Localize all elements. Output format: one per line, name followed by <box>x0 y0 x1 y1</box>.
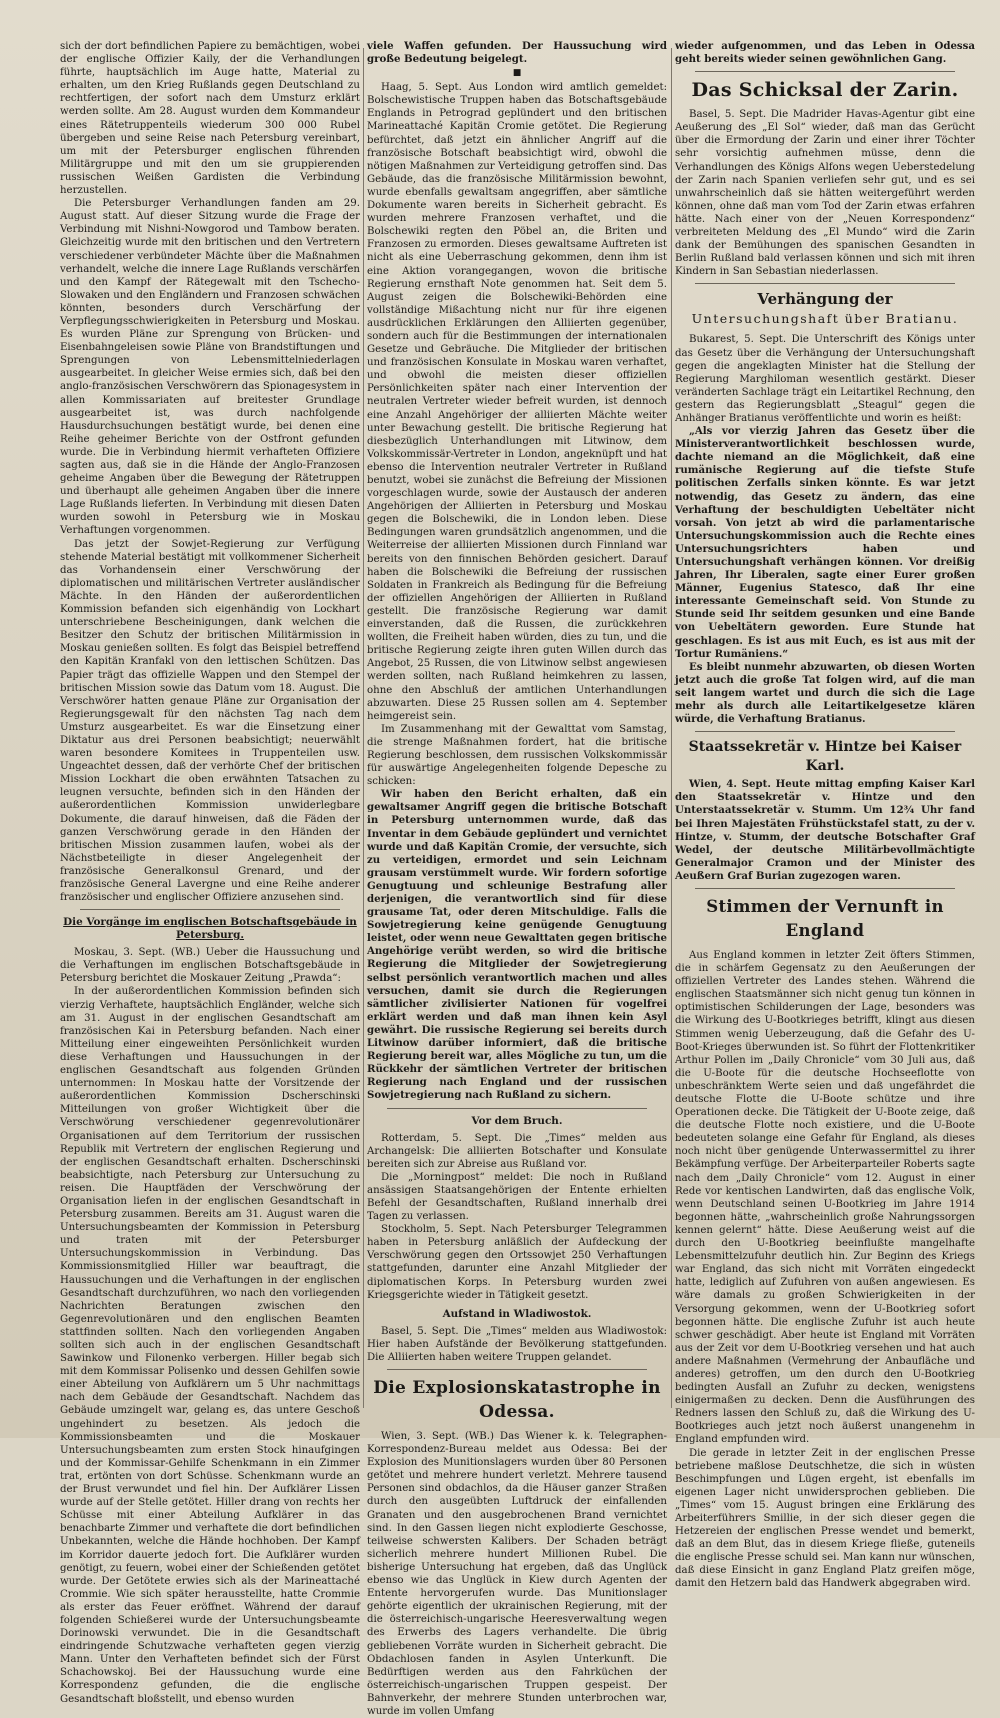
article-title: Die Explosionskatastrophe in Odessa. <box>373 1378 661 1422</box>
article-title: Das Schicksal der Zarin. <box>691 79 959 102</box>
paragraph: In der außerordentlichen Kommission befinden sich vierzig Verhaftete, hauptsächlich Engländer, welche sich am 31. August in der englischen Gesandtschaft am französischen Kai in Petersburg befanden. Nach einer Mitteilung einer eingeweihten Persönlichkeit wurden diese Verhaftungen und Haussuchungen in der englischen Gesandtschaft aus folgenden Gründen unternommen: In Moskau hatte der Vorsitzende der außerordentlichen Kommission Dscherschinski Mitteilungen von großer Wichtigkeit über die Verschwörung verschiedener gegenrevolutionärer Organisationen auf dem Territorium der russischen Republik mit Vertretern der englischen Regierung und der englischen Gesandtschaft erhalten. Dscherschinski beabsichtigte, nach Petersburg zur Untersuchung zu reisen. Die Hauptfäden der Verschwörung der Organisation liefen in der englischen Gesandtschaft in Petersburg zusammen. Bereits am 31. August waren die Untersuchungsbeamten der Kommission in Petersburg und traten mit der Petersburger Untersuchungskommission in Verbindung. Das Kommissionsmitglied Hiller war beauftragt, die Haussuchungen und die Verhaftungen in der englischen Gesandtschaft durchzuführen, wo nach den vorliegenden Nachrichten Beratungen zwischen den Gegenrevolutionären und den englischen Beamten stattfinden sollten. Nach den vorliegenden Angaben sollten sich auch in der englischen Gesandtschaft Sawinkow und Filonenko verbergen. Hiller begab sich mit dem Kommissar Polisenko und dessen Gehilfen sowie einer Abteilung von Aufklärern um 5 Uhr nachmittags nach dem Gebäude der Gesandtschaft. Nachdem das Gebäude umzingelt war, gelang es, das untere Geschoß ungehindert zu besetzen. Als jedoch die Kommissionsbeamten und die Moskauer Untersuchungsbeamten zum ersten Stock hinaufgingen und der Kommissar-Gehilfe Schenkmann in ein Zimmer trat, ertönten von dort Schüsse. Schenkmann wurde an der Brust verwundet und fiel hin. Der Aufklärer Lissen wurde auf der Stelle getötet. Hiller drang von rechts her Schüsse mit einer Abteilung Aufklärer in das benachbarte Zimmer und verhaftete die dort befindlichen Unbekannten, welche die Hände hochhoben. Der Kampf im Korridor dauerte jedoch fort. Die Aufklärer wurden genötigt, zu feuern, wobei einer der Schießenden getötet wurde. Der Getötete erwies sich als der Marineattaché Crommie. Wie sich später herausstellte, hatte Crommie als erster das Feuer eröffnet. Während der darauf folgenden Schießerei wurde der Untersuchungsbeamte Dorinowski verwundet. Die in die Gesandtschaft eindringende Schutzwache verhafteten gegen vierzig Mann. Unter den Verhafteten befindet sich der Fürst Schachowskoj. Bei der Haussuchung wurde eine Korrespondenz gefunden, die die englische Gesandtschaft bloßstellt, und ebenso wurden <box>60 986 360 1705</box>
paragraph: Aus England kommen in letzter Zeit öfters Stimmen, die in schärfem Gegensatz zu den Aeußerungen der offiziellen Vertreter des Landes stehen. Während die englischen Staatsmänner sich nicht genug tun können in optimistischen Schilderungen der Lage, besonders was die Wirkung des U-Bootkrieges betrifft, klingt aus diesen Stimmen wenig Ueberzeugung, daß die Gefahr des U-Boot-Krieges überwunden ist. So führt der Flottenkritiker Arthur Pollen im „Daily Chronicle“ vom 30 Juli aus, daß die U-Boote für die deutsche Hochseeflotte von unbeschränktem Werte seien und daß ungefährdet die deutsche Flotte die U-Boote schütze und ihre Operationen decke. Die Tätigkeit der U-Boote zeige, daß die deutsche Flotte noch existiere, und die U-Boote bedeuteten solange eine Gefahr für England, als dieses noch nicht über genügende Unterwassermittel zu ihrer Bekämpfung verfüge. Der Arbeiterparteiler Roberts sagte nach dem „Daily Chronicle“ vom 12. August in einer Rede vor kentischen Landwirten, daß das englische Volk, wenn Deutschland seinen U-Bootkrieg im Jahre 1914 begonnen hätte, „wahrscheinlich große Nahrungssorgen kennen gelernt“ hätte. Diese Aeußerung weist auf die durch den U-Bootkrieg beeinflußte mangelhafte Lebensmittelzufuhr deutlich hin. Zur Beginn des Kriegs war England, das sich nicht mit Vorräten eingedeckt hatte, lediglich auf Zufuhren von außen angewiesen. Es wäre damals zu großen Schwierigkeiten in der Versorgung gekommen, wenn der U-Bootkrieg sofort begonnen hätte. Die englische Zufuhr ist auch heute schwer geschädigt. Aber heute ist England mit Vorräten aus der Zeit vor dem U-Bootkrieg versehen und hat auch andere Maßnahmen (Vermehrung der Anbaufläche und anderes) getroffen, um den durch den U-Bootkrieg bedingten Ausfall an Zufuhr zu decken, wenigstens einigermaßen zu decken. Denn die Ausführungen des Redners lassen den Schluß zu, daß die Wirkung des U-Bootkrieges auch jetzt noch äußerst unangenehm in England empfunden wird. <box>675 949 975 1446</box>
paragraph: Wir haben den Bericht erhalten, daß ein gewaltsamer Angriff gegen die britische Botschaft in Petersburg unternommen wurde, daß das Inventar in dem Gebäude geplündert und vernichtet wurde und daß Kapitän Cromie, der versuchte, sich zu verteidigen, ermordet und sein Leichnam grausam verstümmelt wurde. Wir fordern sofortige Genugtuung und schleunige Bestrafung aller derjenigen, die verantwortlich sind für diese grausame Tat, oder deren Mitschuldige. Falls die Sowjetregierung keine genügende Genugtuung leistet, oder wenn neue Gewalttaten gegen britische Angehörige verübt werden, so wird die britische Regierung die Mitglieder der Sowjetregierung selbst persönlich verantwortlich machen und alles versuchen, damit sie durch die Regierungen sämtlicher zivilisierter Nationen für vogelfrei erklärt werden und daß man ihnen kein Asyl gewährt. Die russische Regierung sei bereits durch Litwinow darüber informiert, daß die britische Regierung bereit war, alles Mögliche zu tun, um die Rückkehr der sämtlichen Vertreter der britischen Regierung nach England und der russischen Sowjetregierung nach Rußland zu sichern. <box>367 788 667 1102</box>
section-heading: Aufstand in Wladiwostok. <box>442 1307 592 1320</box>
paragraph: „Als vor vierzig Jahren das Gesetz über die Ministerverantwortlichkeit beschlossen wurde, dachte niemand an die Möglichkeit, daß eine rumänische Regierung auf die tiefste Stufe politischen Zerfalls sinken könnte. Es war jetzt notwendig, das Gesetz zu ändern, das eine Verhaftung der beschuldigten Uebeltäter nicht vorsah. Von jetzt ab wird die parlamentarische Untersuchungskommission auch die Rechte eines Untersuchungsrichters haben und Untersuchungshaft verhängen können. Vor dreißig Jahren, Ihr Liberalen, sagte einer Eurer großen Männer, Eugenius Statesco, daß Ihr eine interessante Gemeinschaft seid. Von Stunde zu Stunde seid Ihr seitdem gesunken und eine Bande von Uebeltätern geworden. Eure Stunde hat geschlagen. Es ist aus mit Euch, es ist aus mit der Tortur Rumäniens.“ <box>675 425 975 660</box>
paragraph: Basel, 5. Sept. Die „Times“ melden aus Wladiwostok: Hier haben Aufstände der Bevölkerung stattgefunden. Die Alliierten haben weitere Truppen gelandet. <box>367 1325 667 1363</box>
column-1 <box>60 40 361 1705</box>
section-heading: Die Vorgänge im englischen Botschaftsgebäude in Petersburg. <box>63 916 357 942</box>
paragraph: Die Petersburger Verhandlungen fanden am 29. August statt. Auf dieser Sitzung wurde die Frage der Verbindung mit Nishni-Nowgorod und Tambow beraten. Gleichzeitig wurde mit den britischen und den Vertretern verschiedener verbündeter Mächte über die Maßnahmen verhandelt, welche die innere Lage Rußlands verschärfen und den Kampf der Rätegewalt mit den Tschecho-Slowaken und den Engländern und Franzosen schwächen könnten, besonders durch Verschärfung der Verpflegungsschwierigkeiten in Petersburg und Moskau. Es wurden Pläne zur Sprengung von Brücken- und Eisenbahngeleisen sowie Pläne von Brandstiftungen und Sprengungen von Lebensmittelniederlagen ausgearbeitet. In gleicher Weise ermies sich, daß bei den anglo-französischen Verschwörern das Spionagesystem in allen Kommissariaten auf breitester Grundlage ausgearbeitet ist, was durch nachfolgende Hausdurchsuchungen bestätigt wurde, bei denen eine Reihe geheimer Berichte von der Ostfront gefunden wurde. Die in Verbindung hiermit verhafteten Offiziere sagten aus, daß sie in die Hände der Anglo-Franzosen geheime Angaben über die Bewegung der Rätetruppen und überhaupt alle geheimen Angaben über die innere Lage Rußlands lieferten. In Verbindung mit diesen Daten wurden sowohl in Petersburg wie in Moskau Verhaftungen vorgenommen. <box>60 198 361 537</box>
column-2 <box>367 40 667 1717</box>
paragraph: Die „Morningpost“ meldet: Die noch in Rußland ansässigen Staatsangehörigen der Entente erhielten Befehl der Gesandtschaften, Rußland innerhalb drei Tagen zu verlassen. <box>367 1171 667 1223</box>
paragraph: Moskau, 3. Sept. (WB.) Ueber die Haussuchung und die Verhaftungen im englischen Botschaftsgebäude in Petersburg berichtet die Moskauer Zeitung „Prawda“: <box>60 947 360 985</box>
section-divider <box>695 731 955 732</box>
column-3 <box>675 40 975 1590</box>
paragraph: Stockholm, 5. Sept. Nach Petersburger Telegrammen haben in Petersburg anläßlich der Aufdeckung der Verschwörung gegen den Ortssowjet 250 Verhaftungen stattgefunden, darunter eine Anzahl Mitglieder der diplomatischen Korps. In Petersburg wurden zwei Kriegsgerichte wieder in Tätigkeit gesetzt. <box>367 1224 667 1301</box>
paragraph: Wien, 3. Sept. (WB.) Das Wiener k. k. Telegraphen-Korrespondenz-Bureau meldet aus Odessa: Bei der Explosion des Munitionslagers wurden über 80 Personen getötet und mehrere hundert verletzt. Mehrere tausend Personen sind obdachlos, da die Häuser ganzer Straßen durch den ausgeübten Luftdruck der einfallenden Granaten und den ausgebrochenen Brand vernichtet sind. In den Gassen liegen nicht explodierte Geschosse, teilweise schwersten Kalibers. Der Schaden beträgt sicherlich mehrere hundert Millionen Rubel. Die bisherige Untersuchung hat ergeben, daß das Unglück ebenso wie das Unglück in Kiew durch Agenten der Entente hervorgerufen wurde. Das Munitionslager gehörte eigentlich der ukrainischen Regierung, mit der die österreichisch-ungarische Heeresverwaltung wegen des Erwerbs des Lagers verhandelte. Die übrig gebliebenen Vorräte wurden in Sicherheit gebracht. Die Obdachlosen fanden in Asylen Unterkunft. Die Bedürftigen werden aus den Fahrküchen der österreichisch-ungarischen Truppen gespeist. Der Bahnverkehr, der mehrere Stunden unterbrochen war, wurde im vollen Umfang <box>367 1431 667 1717</box>
section-divider <box>695 888 955 889</box>
paragraph: Das jetzt der Sowjet-Regierung zur Verfügung stehende Material bestätigt mit vollkommener Sicherheit das Vorhandensein einer Verschwörung der diplomatischen und militärischen Vertreter ausländischer Mächte. In den Händen der außerordentlichen Kommission befanden sich eigenhändig von Lockhart unterschriebene Bescheinigungen, dank welchen die Besitzer den Schutz der britischen Militärmission in Moskau genießen sollten. Es folgt das Beispiel betreffend den Kapitän Kranfakl von den lettischen Schützen. Das Papier trägt das offizielle Wappen und den Stempel der britischen Mission sowie das Datum vom 18. August. Die Verschwörer hatten genaue Pläne zur Organisation der Regierungsgewalt für den nächsten Tag nach dem Umsturz ausgearbeitet. Es war die Einsetzung einer Diktatur aus drei Personen beabsichtigt; neuerwählt waren besondere Komitees in Truppenteilen usw. Ungeachtet dessen, daß der verhörte Chef der britischen Mission Lockhart die oben erwähnten Tatsachen zu leugnen versuchte, befinden sich in den Händen der außerordentlichen Kommission unwiderlegbare Dokumente, die darauf hinweisen, daß die Fäden der ganzen Verschwörung gerade in den Händen der britischen Mission zusammen laufen, wobei als der Nächstbeteiligte in dieser Angelegenheit der französische Generalkonsul Grenard, und der französische General Lavergne und eine Reihe anderer französischer und englischer Offiziere anzusehen sind. <box>60 538 360 904</box>
paragraph: Rotterdam, 5. Sept. Die „Times“ melden aus Archangelsk: Die alliierten Botschafter und Konsulate bereiten sich zur Abreise aus Rußland vor. <box>367 1132 667 1170</box>
paragraph: wieder aufgenommen, und das Leben in Odessa geht bereits wieder seinen gewöhnlichen Gang. <box>675 40 975 66</box>
article-title: Verhängung der <box>757 290 893 309</box>
paragraph: Es bleibt nunmehr abzuwarten, ob diesen Worten jetzt auch die große Tat folgen wird, auf die man seit langem wartet und durch die sich die Lage mehr als durch alle Leitartikelgesetze klären würde, die Verhaftung Bratianus. <box>675 660 975 726</box>
article-subtitle: Untersuchungshaft über Bratianu. <box>691 311 959 327</box>
section-heading: Vor dem Bruch. <box>471 1114 563 1127</box>
column-divider <box>671 48 672 1408</box>
paragraph: sich der dort befindlichen Papiere zu bemächtigen, wobei der englische Offizier Kaily, der die Verhandlungen führte, hauptsächlich im Auge hatte, Material zu erhalten, um den Krieg Rußlands gegen Deutschland zu rechtfertigen, der sofort nach dem Umsturz erklärt werden sollte. Am 28. August wurden dem Kommandeur eines Rätetruppenteils wiederum 300 000 Rubel übergeben und seine Reise nach Petersburg vereinbart, um mit der Petersburger englischen führenden Militärgruppe und mit den um sie gruppierenden russischen Weißen Gardisten die Verbindung herzustellen. <box>60 41 360 197</box>
paragraph: Wien, 4. Sept. Heute mittag empfing Kaiser Karl den Staatssekretär v. Hintze und den Unterstaatssekretär v. Stumm. Um 12¾ Uhr fand bei Ihren Majestäten Frühstückstafel statt, zu der v. Hintze, v. Stumm, der deutsche Botschafter Graf Wedel, der deutsche Militärbevollmächtigte Generalmajor Cramon und der Minister des Aeußern Graf Burian zugezogen waren. <box>675 778 975 882</box>
paragraph: Haag, 5. Sept. Aus London wird amtlich gemeldet: Bolschewistische Truppen haben das Botschaftsgebäude Englands in Petrograd geplündert und den britischen Marineattaché Kapitän Cromie getötet. Die Regierung befürchtet, daß jetzt ein ähnlicher Angriff auf die französische Botschaft beabsichtigt wird, obwohl die nötigen Maßnahmen zur Verteidigung getroffen sind. Das Gebäude, das die französische Militärmission bewohnt, wurde ebenfalls gewaltsam angegriffen, aber sämtliche Dokumente waren bereits in Sicherheit gebracht. Es wurden mehrere Franzosen verhaftet, und die Bolschewiki regten den Pöbel an, die Briten und Franzosen zu ermorden. Dieses gewaltsame Auftreten ist nicht als eine Ueberraschung gekommen, denn ihm ist eine Aktion vorangegangen, wovon die britische Regierung ernsthaft Note genommen hat. Seit dem 5. August zeigen die Bolschewiki-Behörden eine vollständige Mißachtung nicht nur für ihre eigenen ausdrücklichen Erklärungen den Alliierten gegenüber, sondern auch für die Bestimmungen der internationalen Gesetze und Gebräuche. Die Mitglieder der britischen und französischen Konsulate in Moskau waren verhaftet, und obwohl die meisten dieser offiziellen Persönlichkeiten später nach einer Intervention der neutralen Vertreter wieder befreit wurden, ist dennoch eine Anzahl Angehöriger der alliierten Mächte weiter unter Bewachung gestellt. Die britische Regierung hat diesbezüglich Unterhandlungen mit Litwinow, dem Volkskommissär-Vertreter in London, angeknüpft und hat ebenso die Intervention neutraler Vertreter in Rußland benutzt, wobei sie zunächst die Befreiung der Missionen vorgeschlagen wurde, sowie der Austausch der anderen Angehörigen der Alliierten in Petersburg und Moskau gegen die Bolschewiki, die in London leben. Diese Bedingungen waren grundsätzlich angenommen, und die Weiterreise der alliierten Missionen durch Finnland war bereits von den finnischen Behörden gesichert. Darauf haben die Bolschewiki die Befreiung der russischen Soldaten in Frankreich als Bedingung für die Befreiung der offiziellen Angehörigen der Alliierten in Rußland gestellt. Die französische Regierung war damit einverstanden, daß die Russen, die zurückkehren wollten, die Freiheit haben würden, dies zu tun, und die britische Regierung zeigte ihren guten Willen durch das Angebot, 25 Russen, die von Litwinow selbst angewiesen werden sollten, nach Rußland heimkehren zu lassen, ohne den Abschluß der amtlichen Unterhandlungen abzuwarten. Diese 25 Russen sollen am 4. September heimgereist sein. <box>367 82 667 722</box>
separator-mark: ■ <box>512 68 522 79</box>
paragraph: viele Waffen gefunden. Der Haussuchung wird große Bedeutung beigelegt. <box>367 40 667 66</box>
article-title: Staatssekretär v. Hintze bei Kaiser Karl. <box>688 739 962 775</box>
paragraph: Die gerade in letzter Zeit in der englischen Presse betriebene maßlose Deutschhetze, die sich in wüsten Beschimpfungen und Lügen ergeht, ist ebenfalls im eigenen Lager nicht unwidersprochen geblieben. Die „Times“ vom 15. August bringen eine Erklärung des Arbeiterführers Smillie, in der sich dieser gegen die Hetzereien der englischen Presse wendet und bemerkt, daß an dem Blut, das in diesem Kriege fließe, guteneils die englische Presse schuld sei. Man kann nur wünschen, daß diese Einsicht in ganz England Platz greifen möge, damit den Hetzern bald das Handwerk abgegraben wird. <box>675 1447 975 1590</box>
paragraph: Bukarest, 5. Sept. Die Unterschrift des Königs unter das Gesetz über die Verhängung der Untersuchungshaft gegen die angeklagten Minister hat die Stellung der Regierung Marghiloman wesentlich gestärkt. Dieser veränderten Sachlage trägt ein Leitartikel Rechnung, den gestern das Regierungsblatt „Steagul“ gegen die Anhänger Bratianus veröffentlichte und worin es heißt: <box>675 334 975 424</box>
section-divider <box>387 1108 647 1109</box>
paragraph: Im Zusammenhang mit der Gewalttat vom Samstag, die strenge Maßnahmen fordert, hat die britische Regierung beschlossen, dem russischen Volkskommissär für auswärtige Angelegenheiten folgende Depesche zu schicken: <box>367 723 667 788</box>
section-divider <box>695 71 955 72</box>
section-divider <box>695 283 955 284</box>
section-divider <box>80 909 340 910</box>
column-divider <box>363 48 364 1408</box>
paragraph: Basel, 5. Sept. Die Madrider Havas-Agentur gibt eine Aeußerung des „El Sol“ wieder, daß man das Gerücht über die Ermordung der Zarin und einer ihrer Töchter sehr vorsichtig aufnehmen müsse, denn die Verhandlungen des Königs Alfons wegen Ueberstedelung der Zarin nach Spanien verliefen sehr gut, und es sei unwahrscheinlich daß sie hätten weitergeführt werden können, ohne daß man vom Tod der Zarin etwas erfahren hätte. Nach einer von der „Neuen Korrespondenz“ verbreiteten Meldung des „El Mundo“ wird die Zarin dank der Bemühungen des spanischen Gesandten in Berlin Rußland bald verlassen können und sich mit ihren Kindern in San Sebastian niederlassen. <box>675 109 975 278</box>
article-title: Stimmen der Vernunft in England <box>706 896 944 940</box>
section-divider <box>387 1369 647 1370</box>
